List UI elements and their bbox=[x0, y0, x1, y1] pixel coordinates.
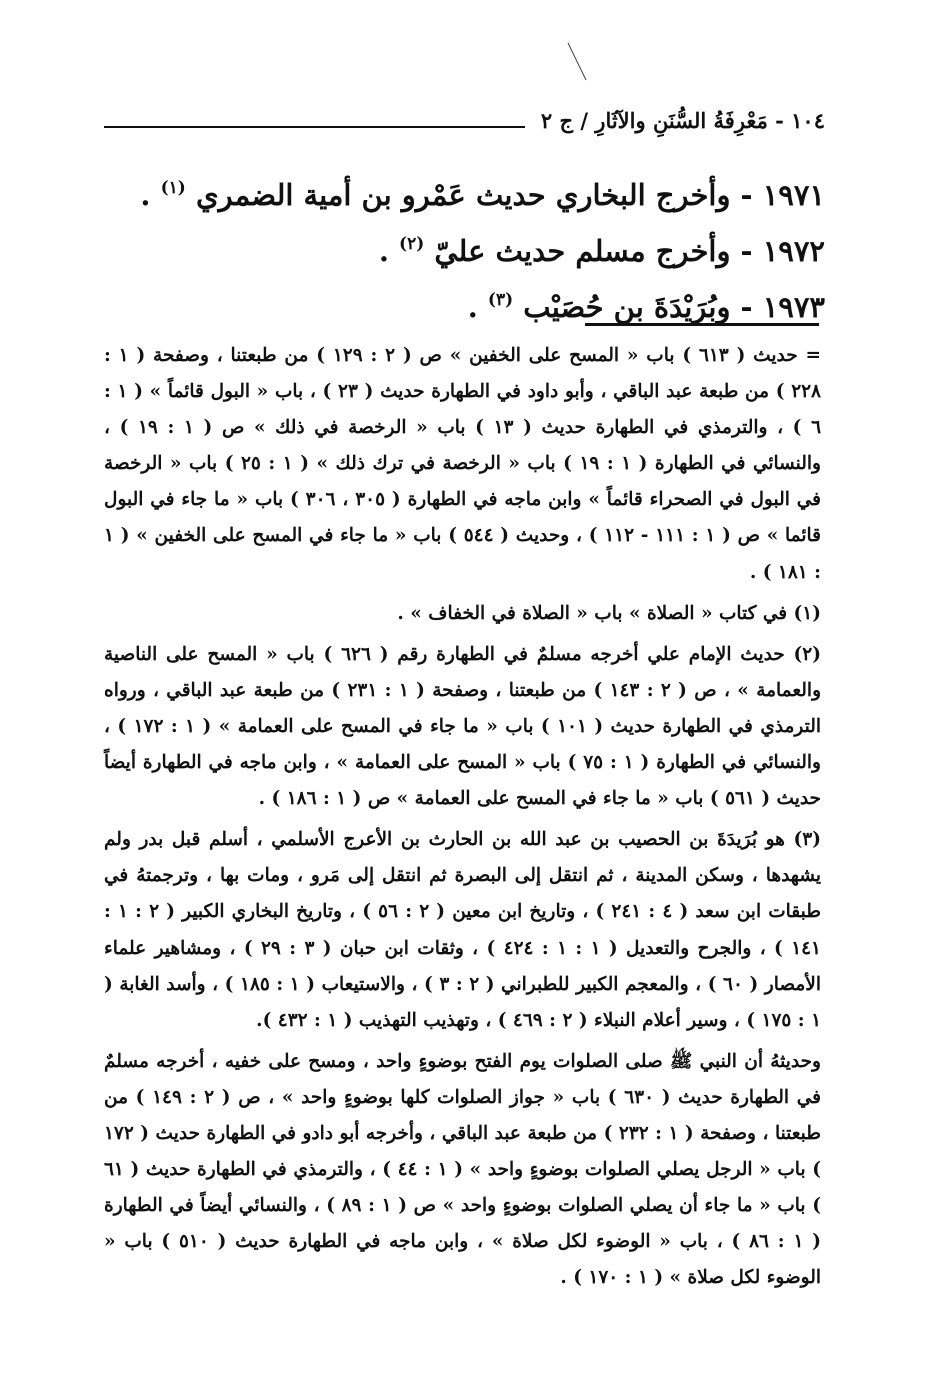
footnote-1: (١) في كتاب « الصلاة » باب « الصلاة في الخفاف » . bbox=[397, 602, 821, 624]
hadith-1971 bbox=[104, 160, 825, 216]
footnote-2: (٢) حديث الإمام علي أخرجه مسلمٌ في الطهارة رقم ( ٦٢٦ ) باب « المسح على الناصية والعمامة » ، ص ( ٢ : ١٤٣ ) من طبعتنا ، وصفحة ( ١ : ٢٣١ ) من طبعة عبد الباقي ، ورواه الترمذي في الطهارة حديث ( ١٠١ ) باب « ما جاء في المسح على العمامة » ( ١ : ١٧٢ ) ، والنسائي في الطهارة ( ١ : ٧٥ ) باب « المسح على العمامة » ، وابن ماجه في الطهارة أيضاً حديث ( ٥٦١ ) باب « ما جاء في المسح على العمامة » ص ( ١ : ١٨٦ ) . bbox=[104, 643, 822, 810]
header-rule bbox=[104, 126, 525, 128]
footnote-ref: (٢) bbox=[399, 234, 425, 254]
footnote-continued: = حديث ( ٦١٣ ) باب « المسح على الخفين » ص ( ٢ : ١٢٩ ) من طبعتنا ، وصفحة ( ١ : ٢٢٨ ) من طبعة عبد الباقي ، وأبو داود في الطهارة حديث ( ٢٣ ) ، باب « البول قائماً » ( ١ : ٦ ) ، والترمذي في الطهارة حديث ( ١٣ ) باب « الرخصة في ذلك » ص ( ١ : ١٩ ) ، والنسائي في الطهارة ( ١ : ١٩ ) باب « الرخصة في ترك ذلك » ( ١ : ٢٥ ) باب « الرخصة في البول في الصحراء قائماً » وابن ماجه في الطهارة ( ٣٠٥ ، ٣٠٦ ) باب « ما جاء في البول قائما » ص ( ١ : ١١١ - ١١٢ ) ، وحديث ( ٥٤٤ ) باب « ما جاء في المسح على الخفين » ( ١ : ١٨١ ) . bbox=[104, 345, 822, 583]
hadith-end: . bbox=[378, 234, 400, 268]
footnote-3: (٣) هو بُرَيدَةَ بن الحصيب بن عبد الله بن الحارث بن الأعرج الأسلمي ، أسلم قبل بدر ولم يشهدها ، وسكن المدينة ، ثم انتقل إلى البصرة ثم انتقل إلى مَرو ، ومات بها ، وترجمتهُ في طبقات ابن سعد ( ٤ : ٢٤١ ) ، وتاريخ ابن معين ( ٢ : ٥٦ ) ، وتاريخ البخاري الكبير ( ٢ : ١ : ١٤١ ) ، والجرح والتعديل ( ١ : ١ : ٤٢٤ ) ، وثقات ابن حبان ( ٣ : ٢٩ ) ، ومشاهير علماء الأمصار ( ٦٠ ) ، والمعجم الكبير للطبراني ( ٢ : ٣ ) ، والاستيعاب ( ١ : ١٨٥ ) ، وأسد الغابة ( ١ : ١٧٥ ) ، وسير أعلام النبلاء ( ٢ : ٤٦٩ ) ، وتهذيب التهذيب ( ١ : ٤٣٢ ). bbox=[104, 829, 821, 1031]
hadith-end: . bbox=[467, 290, 488, 324]
hadith-1972 bbox=[104, 216, 825, 272]
main-text bbox=[104, 160, 825, 328]
page-header bbox=[104, 104, 825, 148]
hadith-text: ١٩٧٣ - وبُرَيْدَةَ بن حُصَيْب bbox=[523, 290, 825, 324]
footnote-3-continued: وحديثهُ أن النبي ﷺ صلى الصلوات يوم الفتح بوضوءٍ واحد ، ومسح على خفيه ، أخرجه مسلمٌ في الطهارة حديث ( ٦٣٠ ) باب « جواز الصلوات كلها بوضوءٍ واحد » ، ص ( ٢ : ١٤٩ ) من طبعتنا ، وصفحة ( ١ : ٢٣٢ ) من طبعة عبد الباقي ، وأخرجه أبو دادو في الطهارة حديث ( ١٧٢ ) باب « الرجل يصلي الصلوات بوضوءٍ واحد » ( ١ : ٤٤ ) ، والترمذي في الطهارة حديث ( ٦١ ) باب « ما جاء أن يصلي الصلوات بوضوءٍ واحد » ص ( ١ : ٨٩ ) ، والنسائي أيضاً في الطهارة ( ١ : ٨٦ ) ، باب « الوضوء لكل صلاة » ، وابن ماجه في الطهارة حديث ( ٥١٠ ) باب « الوضوء لكل صلاة » ( ١ : ١٧٠ ) . bbox=[104, 1050, 821, 1289]
hadith-end: . bbox=[140, 178, 161, 212]
footnote-ref: (٣) bbox=[487, 290, 514, 310]
page-title: ١٠٤ - مَعْرِفَةُ السُّنَنِ والآثَارِ / ج ٢ bbox=[540, 108, 825, 133]
scan-mark bbox=[566, 42, 588, 82]
hadith-1973 bbox=[104, 272, 825, 328]
footnote-ref: (١) bbox=[160, 178, 186, 198]
hadith-text: ١٩٧١ - وأخرج البخاري حديث عَمْرو بن أمية الضمري bbox=[195, 178, 825, 212]
footnote-separator bbox=[585, 323, 819, 326]
footnotes bbox=[104, 338, 821, 1301]
hadith-text: ١٩٧٢ - وأخرج مسلم حديث عليّ bbox=[434, 234, 825, 268]
